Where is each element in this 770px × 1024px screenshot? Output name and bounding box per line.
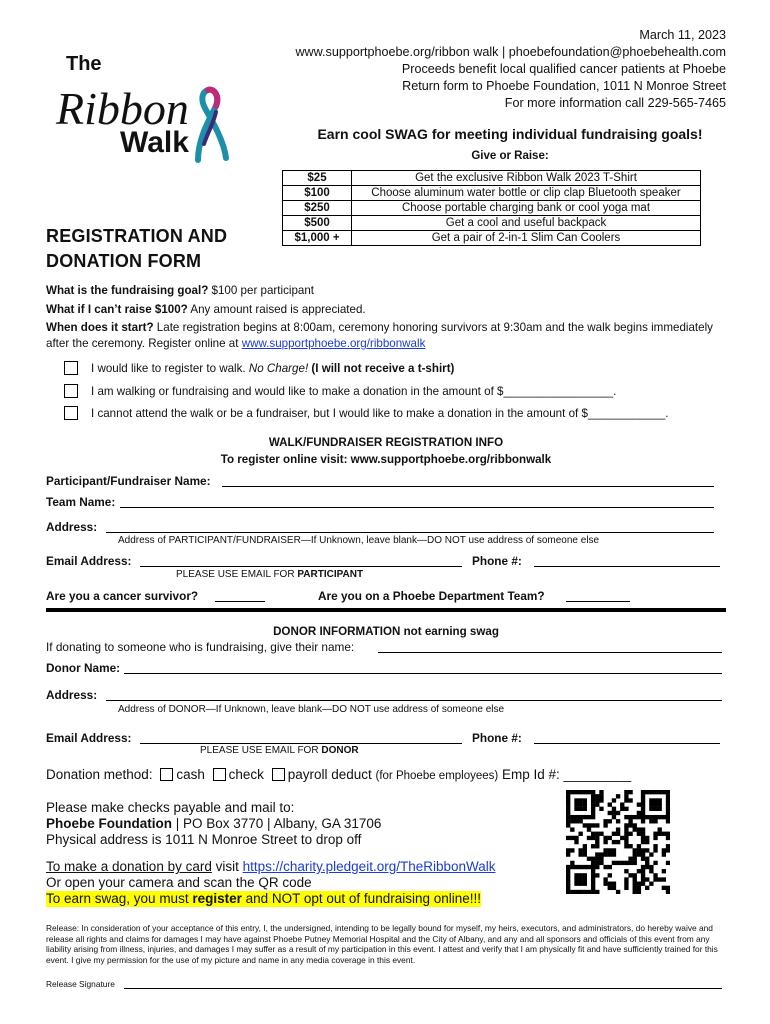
- swag-warning-a: To earn swag, you must: [46, 891, 193, 906]
- donate-only-checkbox[interactable]: [64, 406, 78, 420]
- donor-email-label: Email Address:: [46, 731, 132, 745]
- walk-and-donate-checkbox[interactable]: [64, 384, 78, 398]
- faq-start: [46, 320, 736, 352]
- email-note-text: PLEASE USE EMAIL FOR: [176, 569, 298, 580]
- web-email: www.supportphoebe.org/ribbon walk | phoebefoundation@phoebehealth.com: [295, 45, 726, 59]
- check-checkbox[interactable]: [213, 768, 226, 781]
- faq-question: When does it start?: [46, 321, 154, 334]
- checks-payable-label: Please make checks payable and mail to:: [46, 800, 295, 815]
- swag-warning-register: register: [192, 891, 242, 906]
- donor-email-field[interactable]: [140, 743, 462, 744]
- donor-heading: DONOR INFORMATION not earning swag: [273, 625, 499, 638]
- swag-prize: Get the exclusive Ribbon Walk 2023 T-Shirt: [352, 171, 701, 186]
- foundation-name: Phoebe Foundation: [46, 816, 172, 831]
- email-note: [176, 569, 363, 580]
- donor-phone-label: Phone #:: [472, 731, 522, 745]
- payroll-checkbox[interactable]: [272, 768, 285, 781]
- donor-address-label: Address:: [46, 688, 98, 702]
- faq-cant-raise: [46, 302, 736, 318]
- physical-address: Physical address is 1011 N Monroe Street to drop off: [46, 832, 362, 847]
- date: March 11, 2023: [639, 28, 726, 42]
- swag-warning: [46, 891, 481, 907]
- benefit-text: Proceeds benefit local qualified cancer patients at Phoebe: [401, 62, 726, 76]
- release-signature-label: Release Signature: [46, 979, 115, 989]
- emp-id-field[interactable]: Emp Id #: _________: [502, 767, 632, 782]
- dept-team-field[interactable]: [566, 601, 630, 602]
- register-walk-label: [91, 362, 454, 375]
- dept-team-label: Are you on a Phoebe Department Team?: [318, 589, 545, 603]
- register-link[interactable]: www.supportphoebe.org/ribbonwalk: [241, 337, 426, 350]
- participant-name-label: Participant/Fundraiser Name:: [46, 474, 211, 488]
- card-visit: visit: [211, 859, 243, 874]
- header-block: [295, 27, 726, 112]
- logo-ribbon: Ribbon: [56, 83, 189, 134]
- phone-field[interactable]: [534, 566, 720, 567]
- if-donating-label: If donating to someone who is fundraising, give their name:: [46, 640, 355, 654]
- logo-the: The: [66, 53, 102, 75]
- registration-subheading: To register online visit: www.supportphoebe.org/ribbonwalk: [220, 453, 552, 466]
- donation-method-label: Donation method:: [46, 767, 153, 782]
- swag-amount: $500: [283, 216, 352, 231]
- swag-prize: Choose aluminum water bottle or clip clap Bluetooth speaker: [352, 186, 701, 201]
- faq-answer: Any amount raised is appreciated.: [187, 303, 366, 316]
- swag-amount: $25: [283, 171, 352, 186]
- pledgeit-link[interactable]: https://charity.pledgeit.org/TheRibbonWalk: [242, 859, 496, 874]
- return-address: Return form to Phoebe Foundation, 1011 N Monroe Street: [402, 79, 726, 93]
- opt1-no-charge: No Charge!: [248, 362, 309, 375]
- email-note-bold: PARTICIPANT: [297, 569, 364, 580]
- donate-only-label: I cannot attend the walk or be a fundraiser, but I would like to make a donation in the amount of $____________.: [91, 407, 669, 420]
- opt1-note: (I will not receive a t-shirt): [308, 362, 455, 375]
- faq-answer: Late registration begins at 8:00am, ceremony honoring survivors at 9:30am and the walk begins immediately after the ceremony. Register online at: [46, 321, 713, 350]
- register-walk-checkbox[interactable]: [64, 361, 78, 375]
- swag-row: [283, 201, 701, 216]
- email-field[interactable]: [140, 566, 462, 567]
- fundraiser-name-field[interactable]: [378, 652, 722, 653]
- form-title: [46, 224, 227, 274]
- form-title-line2: DONATION FORM: [46, 251, 202, 271]
- qr-code[interactable]: [566, 790, 670, 894]
- release-text: Release: In consideration of your acceptance of this entry, I, the undersigned, intending to be legally bound for myself, my heirs, executors, and administrators, do hereby waive and release all rights and claims for damages I may have against Phoebe Putney Memorial Hospital and the City of Albany, and any and all sponsors and officials of this event from any liability arising from illness, injuries, and damages I may suffer as a result of my participation in this event. I attest and verify that I am physically fit and have sufficiently trained for this event. I give my permission for the use of my picture and name in any media coverage in this event.: [46, 923, 718, 965]
- donor-address-note: Address of DONOR—If Unknown, leave blank—DO NOT use address of someone else: [118, 704, 505, 715]
- swag-prize: Get a cool and useful backpack: [352, 216, 701, 231]
- give-or-raise: Give or Raise:: [471, 150, 549, 162]
- address-note: Address of PARTICIPANT/FUNDRAISER—If Unknown, leave blank—DO NOT use address of someone else: [118, 535, 600, 546]
- phone-label: Phone #:: [472, 554, 522, 568]
- form-title-line1: REGISTRATION AND: [46, 226, 228, 246]
- po-box: | PO Box 3770 | Albany, GA 31706: [172, 816, 382, 831]
- donor-name-label: Donor Name:: [46, 661, 121, 675]
- mail-checks-block: [46, 800, 381, 848]
- swag-row: [283, 231, 701, 246]
- card-donation-block: [46, 859, 496, 907]
- donation-method-row: [46, 767, 631, 782]
- info-phone: For more information call 229-565-7465: [504, 96, 726, 110]
- faq-question: What is the fundraising goal?: [46, 284, 209, 297]
- payroll-note: (for Phoebe employees): [375, 770, 499, 782]
- cancer-ribbon-icon: [198, 90, 226, 160]
- swag-prize: Get a pair of 2-in-1 Slim Can Coolers: [352, 231, 701, 246]
- release-signature-field[interactable]: [124, 988, 722, 989]
- scan-qr-text: Or open your camera and scan the QR code: [46, 875, 312, 890]
- registration-heading: WALK/FUNDRAISER REGISTRATION INFO: [268, 436, 504, 449]
- faq-answer: $100 per participant: [208, 284, 315, 297]
- swag-row: [283, 186, 701, 201]
- swag-amount: $1,000 +: [283, 231, 352, 246]
- team-name-label: Team Name:: [46, 495, 116, 509]
- card-donation-text: To make a donation by card: [46, 859, 212, 874]
- swag-amount: $100: [283, 186, 352, 201]
- address-label: Address:: [46, 520, 98, 534]
- swag-heading: Earn cool SWAG for meeting individual fundraising goals!: [317, 126, 703, 142]
- swag-row: [283, 216, 701, 231]
- address-field[interactable]: [106, 532, 714, 533]
- swag-warning-c: and NOT opt out of fundraising online!!!: [241, 891, 482, 906]
- qr-code-graphic: [566, 790, 670, 894]
- email-label: Email Address:: [46, 554, 132, 568]
- team-name-field[interactable]: [120, 507, 714, 508]
- foundation-address: [46, 816, 381, 832]
- donor-name-field[interactable]: [124, 673, 722, 674]
- check-label: check: [228, 767, 264, 782]
- swag-row: [283, 171, 701, 186]
- faq-goal: [46, 283, 736, 299]
- cash-label: cash: [176, 767, 205, 782]
- donor-email-note: [200, 745, 359, 756]
- donor-email-note-bold: DONOR: [321, 745, 359, 756]
- walk-and-donate-label: I am walking or fundraising and would like to make a donation in the amount of $_________________.: [91, 385, 617, 398]
- donor-phone-field[interactable]: [534, 743, 720, 744]
- donor-email-note-text: PLEASE USE EMAIL FOR: [200, 745, 322, 756]
- logo-walk: Walk: [120, 126, 189, 159]
- survivor-field[interactable]: [215, 601, 265, 602]
- opt1-text: I would like to register to walk.: [91, 362, 249, 375]
- donor-address-field[interactable]: [106, 700, 722, 701]
- payroll-label: payroll deduct: [287, 767, 372, 782]
- swag-table: [282, 170, 701, 246]
- swag-amount: $250: [283, 201, 352, 216]
- participant-name-field[interactable]: [222, 486, 714, 487]
- section-divider: [46, 608, 726, 612]
- swag-prize: Choose portable charging bank or cool yoga mat: [352, 201, 701, 216]
- survivor-label: Are you a cancer survivor?: [46, 589, 199, 603]
- faq-question: What if I can’t raise $100?: [46, 303, 188, 316]
- card-donation-line: [46, 859, 496, 875]
- ribbon-walk-logo: [48, 48, 238, 166]
- cash-checkbox[interactable]: [160, 768, 173, 781]
